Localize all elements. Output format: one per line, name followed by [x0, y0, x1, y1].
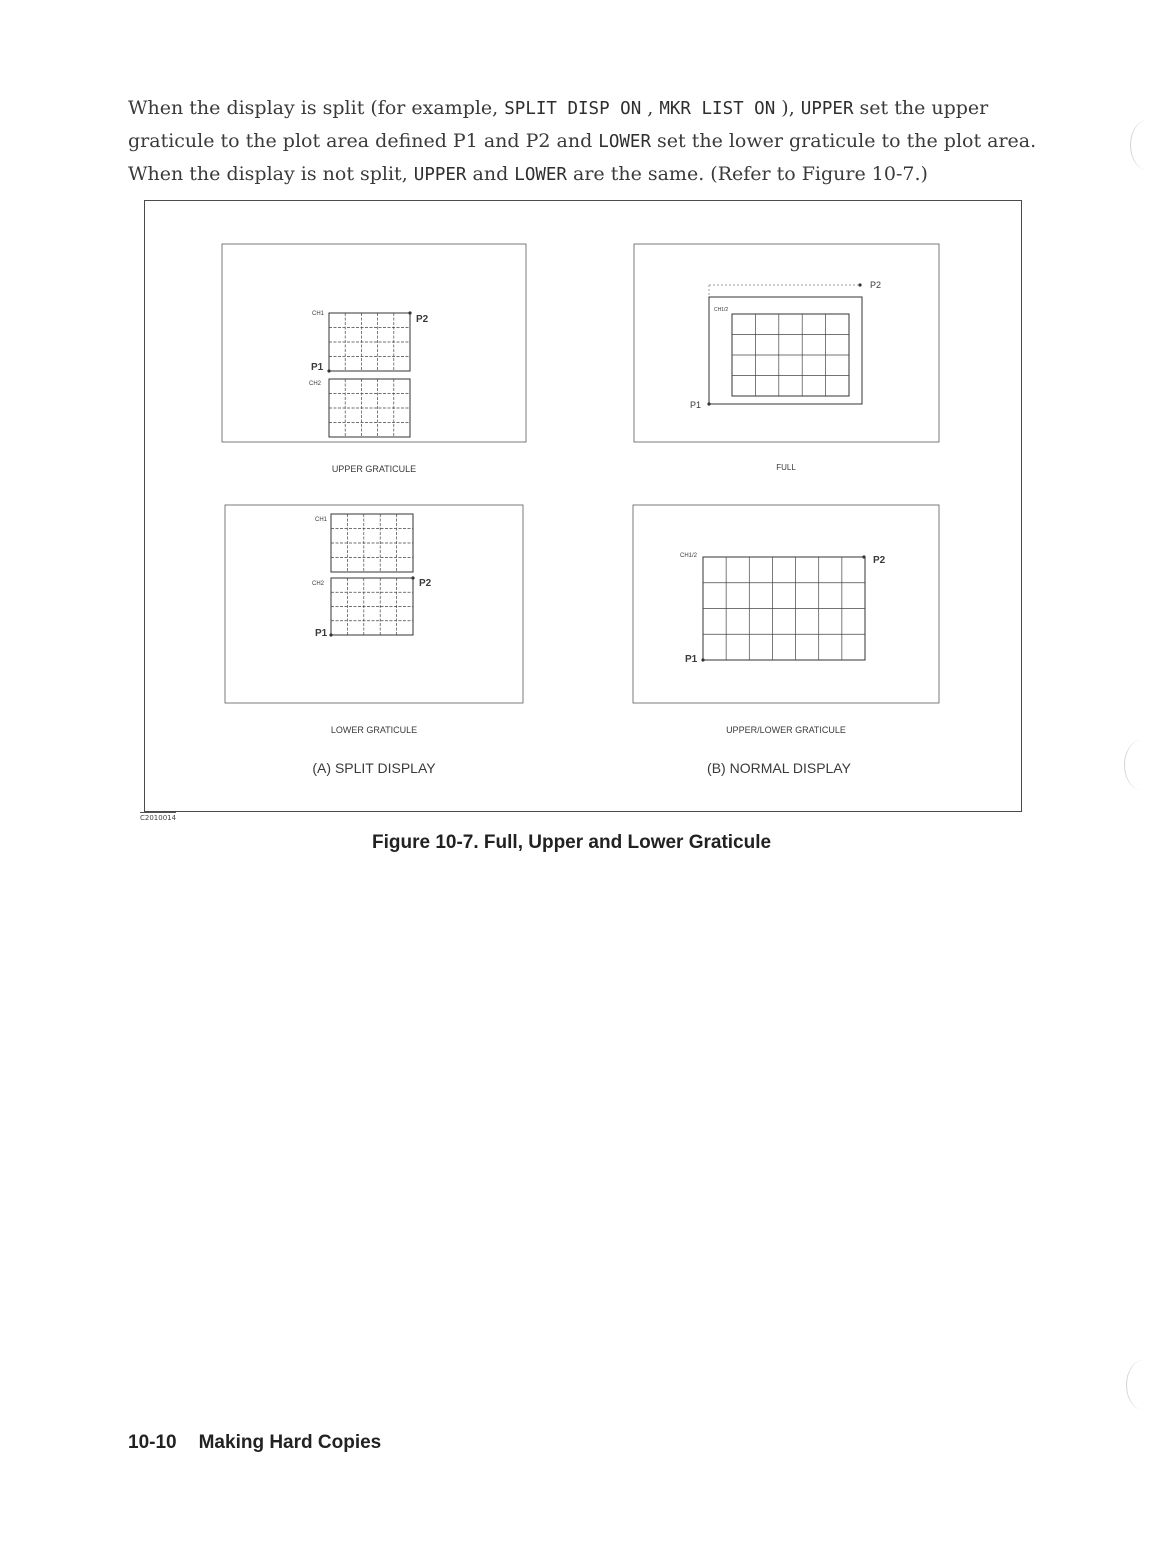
ch1-grid — [331, 514, 413, 572]
margin-hole-mark — [1126, 1360, 1161, 1410]
p1-label: P1 — [690, 400, 702, 410]
panel-label: UPPER/LOWER GRATICULE — [726, 725, 846, 735]
softkey-upper: UPPER — [800, 99, 854, 119]
panel-upper-graticule — [222, 244, 526, 474]
p1-dot — [329, 633, 332, 636]
paragraph-text: , — [641, 97, 660, 119]
margin-hole-mark — [1124, 740, 1159, 790]
figure-frame — [144, 200, 1022, 812]
p2-label: P2 — [416, 314, 429, 325]
ch2-label: CH2 — [309, 381, 322, 387]
graticule-grid — [732, 314, 849, 396]
panel-frame — [225, 505, 523, 703]
paragraph-text: set the lower graticule to the plot area. When the display is not split, — [128, 130, 1037, 185]
margin-hole-mark — [1130, 120, 1165, 170]
panel-label: UPPER GRATICULE — [331, 464, 417, 474]
panel-frame — [222, 244, 526, 442]
figure-caption: Figure 10-7. Full, Upper and Lower Graticule — [372, 832, 772, 853]
p1-dot — [707, 402, 710, 405]
ch1-grid — [329, 313, 410, 371]
paragraph-text: set the upper graticule to the plot area defined P1 and P2 and — [128, 97, 989, 152]
ch-label: CH1/2 — [714, 307, 729, 313]
intro-paragraph — [128, 92, 1038, 191]
ch2-grid — [329, 379, 410, 437]
ch2-grid — [331, 578, 413, 635]
softkey-upper: UPPER — [413, 165, 467, 185]
panel-frame — [634, 244, 939, 442]
p1-label: P1 — [311, 362, 324, 373]
p1-dot — [701, 658, 704, 661]
panel-full — [634, 244, 939, 472]
p2-dot — [411, 576, 414, 579]
p2-dot — [408, 311, 411, 314]
paragraph-text: are the same. (Refer to Figure 10-7.) — [566, 163, 928, 185]
paragraph-text: ), — [775, 97, 801, 119]
panel-label: FULL — [776, 463, 796, 472]
paragraph-text: When the display is split (for example, — [128, 97, 505, 119]
page-footer — [128, 1432, 381, 1454]
graticule-figure — [145, 201, 1021, 811]
softkey-lower: LOWER — [514, 165, 567, 185]
softkey-lower: LOWER — [598, 132, 651, 152]
softkey-mkr-list-on: MKR LIST ON — [659, 99, 776, 119]
panel-upper-lower-graticule — [633, 505, 939, 735]
p1-dot — [327, 369, 330, 372]
p2-label: P2 — [873, 555, 886, 566]
page-number: 10-10 — [128, 1432, 177, 1453]
p2-dot — [858, 283, 861, 286]
ch1-label: CH1 — [312, 311, 325, 317]
panel-frame — [633, 505, 939, 703]
paragraph-text: and — [466, 163, 515, 185]
panel-label: LOWER GRATICULE — [330, 725, 418, 735]
panel-lower-graticule — [225, 505, 523, 735]
p2-label: P2 — [870, 280, 882, 290]
group-label-split-display: (A) SPLIT DISPLAY — [312, 760, 436, 776]
figure-id: C2010014 — [140, 814, 177, 822]
ch1-label: CH1 — [315, 517, 328, 523]
graticule-grid — [703, 557, 865, 660]
ch2-label: CH2 — [312, 581, 325, 587]
p1-label: P1 — [685, 654, 698, 665]
softkey-split-disp-on: SPLIT DISP ON — [504, 99, 642, 119]
section-title: Making Hard Copies — [198, 1432, 382, 1453]
group-label-normal-display: (B) NORMAL DISPLAY — [707, 760, 851, 776]
p1-label: P1 — [315, 628, 328, 639]
p2-label: P2 — [419, 578, 432, 589]
p2-dot — [862, 555, 865, 558]
ch-label: CH1/2 — [680, 553, 698, 559]
